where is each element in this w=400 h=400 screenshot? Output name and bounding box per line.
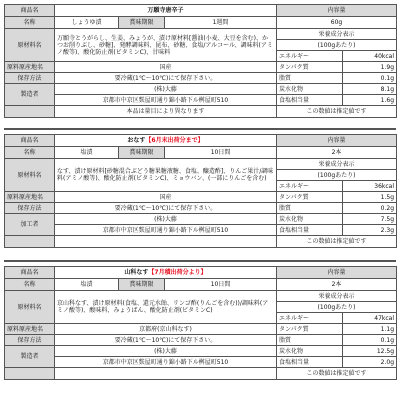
ingredients-value: 万願寺とうがらし、生姜、みょうが、漬け原材料[醤油(小麦、大豆を含む)、かつお削りぶし、砂糖]、発酵調味料、昆布、砂糖、食塩/アルコール、調味料(アミノ酸等)、酸化防止剤(ビタミンC)、甘味料	[55, 29, 277, 62]
origin-key: 原料原産地名	[5, 324, 55, 335]
nutrition-footer: この数値は推定値です	[277, 236, 397, 248]
nutrition-title: 栄養成分表示	[277, 291, 397, 302]
nutrition-name: 炭水化物	[277, 346, 343, 357]
storage-key: 保存方法	[5, 335, 55, 346]
nutrition-name: エネルギー	[277, 181, 343, 192]
product-label-2	[4, 134, 396, 248]
content-key: 内容量	[277, 267, 397, 279]
ingredients-key: 原材料名	[5, 159, 55, 192]
label-table	[4, 266, 397, 380]
name-key: 名称	[5, 279, 55, 291]
nutrition-name: タンパク質	[277, 192, 343, 203]
product-name: 万願寺唐辛子	[55, 5, 277, 17]
label-divider	[4, 128, 396, 130]
storage-value: 要冷蔵(1℃〜10℃)にて保存下さい。	[55, 203, 277, 214]
label-divider	[4, 260, 396, 262]
name-value: 塩漬	[55, 147, 119, 159]
nutrition-name: タンパク質	[277, 324, 343, 335]
nutrition-value: 0.1g	[343, 73, 397, 84]
expiry-value: 1週間	[165, 17, 277, 29]
nutrition-name: 脂質	[277, 335, 343, 346]
shipping-period-badge: 【7月積出荷分より】	[148, 269, 207, 276]
product-name-key: 商品名	[5, 135, 55, 147]
note-key-blank	[5, 236, 55, 248]
expiry-key: 賞味期限	[119, 279, 165, 291]
name-value: しょうゆ漬	[55, 17, 119, 29]
maker-address: 京都市中京区麩屋町通り錦小路下ル桝屋町510	[55, 225, 277, 236]
name-key: 名称	[5, 147, 55, 159]
nutrition-value: 1.9g	[343, 62, 397, 73]
ingredients-value: 京山科なす、漬け原材料(食塩、還元水飴、リンゴ酢(りんごを含む))/調味料(アミノ酸等)、酸味料、みょうばん、酸化防止剤(ビタミンC)	[55, 291, 277, 324]
nutrition-value: 1.5g	[343, 192, 397, 203]
product-label-3	[4, 266, 396, 380]
product-name-key: 商品名	[5, 5, 55, 17]
nutrition-name: 炭水化物	[277, 84, 343, 95]
nutrition-value: 2.3g	[343, 225, 397, 236]
nutrition-name: 炭水化物	[277, 214, 343, 225]
maker-company: (株)大藤	[55, 84, 277, 95]
storage-value: 要冷蔵(1℃〜10℃)にて保存下さい。	[55, 335, 277, 346]
nutrition-value: 12.5g	[343, 346, 397, 357]
nutrition-value: 0.1g	[343, 335, 397, 346]
nutrition-per: (100gあたり)	[277, 170, 397, 181]
maker-key: 製造者	[5, 346, 55, 368]
product-name-key: 商品名	[5, 267, 55, 279]
product-name: おなす	[127, 137, 146, 144]
product-name-cell	[55, 135, 277, 147]
nutrition-footer: この数値は推定値です	[277, 106, 397, 118]
label-table	[4, 4, 397, 118]
ingredients-value: なす、漬け原材料[砂糖混合ぶどう糖果糖液糖、食塩、醸造酢]、りんご果汁/調味料(アミノ酸等)、酸化防止剤(ビタミンC)、ミョウバン、(一部にりんごを含む)	[55, 159, 277, 192]
nutrition-footer: この数値は推定値です	[277, 368, 397, 380]
nutrition-title: 栄養成分表示	[277, 159, 397, 170]
maker-company: (株)大藤	[55, 346, 277, 357]
product-name: 山科なす	[124, 269, 149, 276]
expiry-key: 賞味期限	[119, 147, 165, 159]
ingredients-key: 原材料名	[5, 29, 55, 62]
note-text: 本品は量目により異なります	[55, 106, 277, 118]
nutrition-name: 脂質	[277, 73, 343, 84]
product-label-1	[4, 4, 396, 118]
storage-value: 要冷蔵(1℃〜10℃)にて保存下さい。	[55, 73, 277, 84]
storage-key: 保存方法	[5, 73, 55, 84]
note-blank	[55, 368, 277, 380]
expiry-value: 10日間	[165, 147, 277, 159]
product-name-cell	[55, 267, 277, 279]
shipping-period-badge: 【6月末出荷分まで】	[145, 137, 204, 144]
maker-company: (株)大藤	[55, 214, 277, 225]
name-value: 塩漬	[55, 279, 119, 291]
maker-address: 京都市中京区麩屋町通り錦小路下ル桝屋町510	[55, 95, 277, 106]
nutrition-value: 40kcal	[343, 51, 397, 62]
label-table	[4, 134, 397, 248]
origin-value: 京都府(京山科なす)	[55, 324, 277, 335]
name-key: 名称	[5, 17, 55, 29]
expiry-value: 10日間	[165, 279, 277, 291]
content-value: 60g	[277, 17, 397, 29]
nutrition-title: 栄養成分表示	[277, 29, 397, 40]
nutrition-value: 7.5g	[343, 214, 397, 225]
origin-value: 国産	[55, 192, 277, 203]
nutrition-name: エネルギー	[277, 51, 343, 62]
origin-value: 国産	[55, 62, 277, 73]
nutrition-value: 1.6g	[343, 95, 397, 106]
nutrition-value: 2.0g	[343, 357, 397, 368]
nutrition-value: 0.2g	[343, 203, 397, 214]
content-value: 2本	[277, 147, 397, 159]
origin-key: 原料原産地名	[5, 192, 55, 203]
nutrition-value: 36kcal	[343, 181, 397, 192]
note-blank	[55, 236, 277, 248]
maker-key: 加工者	[5, 214, 55, 236]
ingredients-key: 原材料名	[5, 291, 55, 324]
nutrition-per: (100gあたり)	[277, 302, 397, 313]
nutrition-per: (100gあたり)	[277, 40, 397, 51]
maker-address: 京都市中京区麩屋町通り錦小路下ル桝屋町510	[55, 357, 277, 368]
nutrition-name: エネルギー	[277, 313, 343, 324]
nutrition-name: 食塩相当量	[277, 95, 343, 106]
nutrition-value: 1.1g	[343, 324, 397, 335]
storage-key: 保存方法	[5, 203, 55, 214]
note-key-blank	[5, 106, 55, 118]
nutrition-value: 8.1g	[343, 84, 397, 95]
nutrition-value: 47kcal	[343, 313, 397, 324]
expiry-key: 賞味期限	[119, 17, 165, 29]
content-key: 内容量	[277, 135, 397, 147]
content-key: 内容量	[277, 5, 397, 17]
nutrition-name: 食塩相当量	[277, 225, 343, 236]
maker-key: 製造者	[5, 84, 55, 106]
nutrition-name: タンパク質	[277, 62, 343, 73]
nutrition-name: 脂質	[277, 203, 343, 214]
note-key-blank	[5, 368, 55, 380]
nutrition-name: 食塩相当量	[277, 357, 343, 368]
content-value: 2本	[277, 279, 397, 291]
origin-key: 原料原産地名	[5, 62, 55, 73]
